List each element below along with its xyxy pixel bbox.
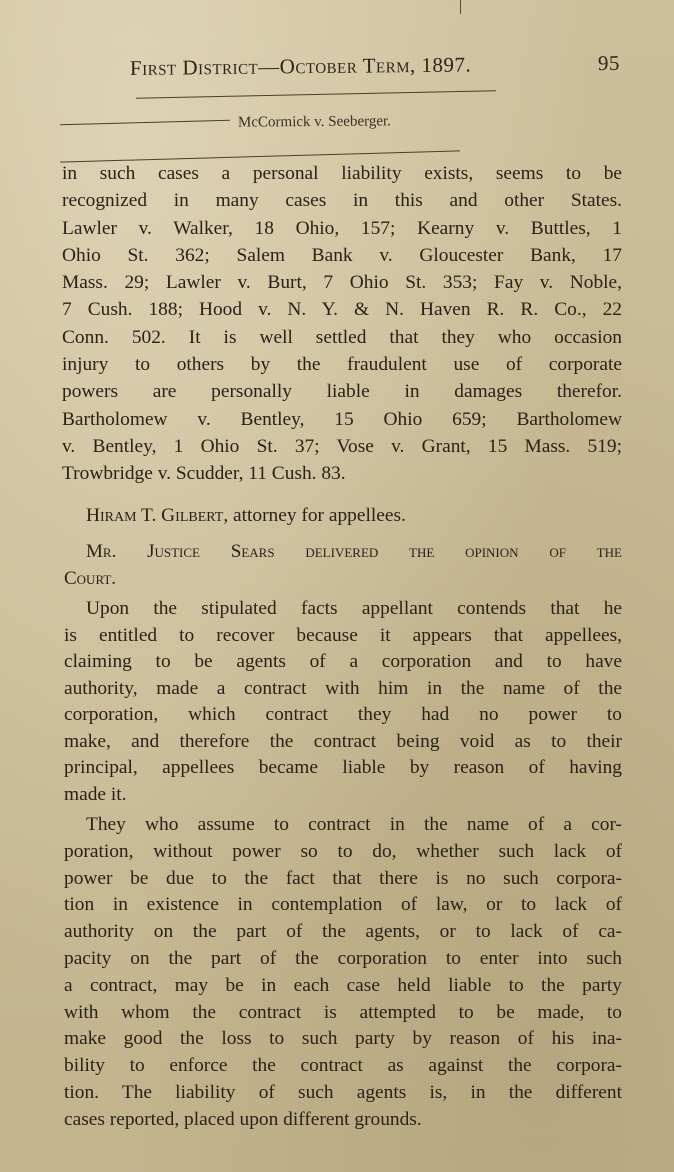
text-line: tion. The liability of such agents is, in the different — [64, 1081, 622, 1103]
text-line: injury to others by the fraudulent use of corporate — [62, 354, 622, 376]
opinion-heading-line: Mr. Justice Sears delivered the opinion of the — [86, 541, 622, 562]
running-head-title: First District—October Term, 1897. — [129, 52, 472, 80]
text-line: make, and therefore the contract being void as to their — [64, 730, 622, 752]
text-line: with whom the contract is attempted to be made, to — [64, 1001, 622, 1023]
header-rule — [136, 90, 496, 99]
text-line: Lawler v. Walker, 18 Ohio, 157; Kearny v. Buttles, 1 — [62, 217, 622, 239]
text-line: make good the loss to such party by reason of his ina- — [64, 1028, 622, 1050]
text-line: Trowbridge v. Scudder, 11 Cush. 83. — [62, 463, 346, 485]
text-line: Conn. 502. It is well settled that they who occasion — [62, 326, 622, 348]
text-line: power be due to the fact that there is no such corpora- — [64, 867, 622, 889]
text-line: in such cases a personal liability exists, seems to be — [62, 163, 622, 184]
opinion-heading — [64, 541, 622, 595]
text-line: a contract, may be in each case held liable to the party — [64, 974, 622, 996]
text-line: poration, without power so to do, whether such lack of — [64, 840, 622, 862]
attorney-line — [86, 505, 406, 527]
page-number: 95 — [597, 50, 621, 76]
text-line: cases reported, placed upon different grounds. — [64, 1108, 422, 1130]
text-line: 7 Cush. 188; Hood v. N. Y. & N. Haven R. R. Co., 22 — [62, 299, 622, 321]
attorney-name: Hiram T. Gilbert — [86, 505, 224, 526]
text-line: Upon the stipulated facts appellant contends that he — [86, 598, 622, 619]
text-line: corporation, which contract they had no power to — [64, 704, 622, 725]
text-line: They who assume to contract in the name of a cor- — [86, 814, 622, 835]
text-line: powers are personally liable in damages therefor. — [62, 381, 622, 403]
text-line: claiming to be agents of a corporation and to have — [64, 651, 622, 672]
opinion-body — [64, 596, 622, 1134]
text-line: Ohio St. 362; Salem Bank v. Gloucester Bank, 17 — [62, 244, 622, 266]
top-edge-mark — [460, 0, 461, 14]
opinion-heading-line: Court. — [64, 568, 117, 589]
text-line: authority on the part of the agents, or to lack of ca- — [64, 921, 622, 943]
citations-paragraph — [62, 160, 622, 488]
text-line: v. Bentley, 1 Ohio St. 37; Vose v. Grant, 15 Mass. 519; — [62, 435, 622, 457]
running-head — [130, 51, 630, 88]
text-line: Bartholomew v. Bentley, 15 Ohio 659; Bartholomew — [62, 408, 622, 430]
text-line: Mass. 29; Lawler v. Burt, 7 Ohio St. 353; Fay v. Noble, — [62, 272, 622, 294]
text-line: made it. — [64, 783, 127, 805]
text-line: authority, made a contract with him in the name of the — [64, 677, 622, 699]
case-title-rule-left — [60, 120, 230, 125]
opinion-paragraph-2 — [64, 812, 622, 1134]
text-line: pacity on the part of the corporation to enter into such — [64, 947, 622, 969]
text-line: is entitled to recover because it appears that appellees, — [64, 624, 622, 646]
opinion-paragraph-1 — [64, 596, 622, 808]
attorney-role: , attorney for appellees. — [223, 505, 406, 526]
case-title: McCormick v. Seeberger. — [237, 113, 391, 131]
text-line: recognized in many cases in this and other States. — [62, 190, 622, 212]
text-line: principal, appellees became liable by reason of having — [64, 757, 622, 778]
text-line: bility to enforce the contract as against the corpora- — [64, 1055, 622, 1077]
text-line: tion in existence in contemplation of law, or to lack of — [64, 894, 622, 916]
